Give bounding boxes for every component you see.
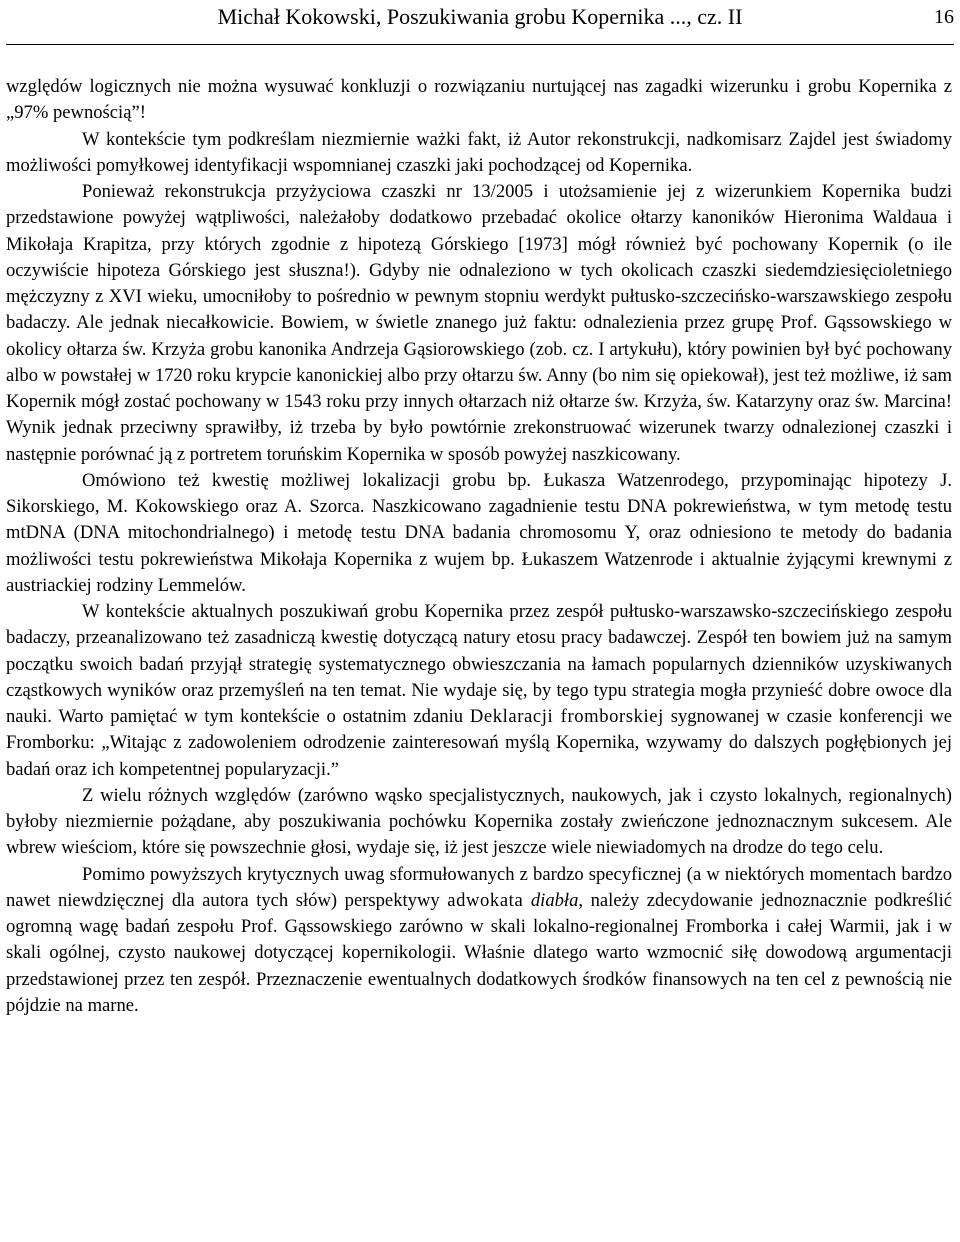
text-run: Omówiono też kwestię możliwej lokalizacji grobu bp. Łukasza Watzenrodego, przypominając hipotezy J. Sikorskiego, M. Kokowskiego oraz A. Szorca. Naszkicowano zagadnienie testu DNA pokrewieństwa, w tym metodę testu mtDNA (DNA mitochondrialnego) i metodę testu DNA badania chromosomu Y, oraz odniesiono te metody do badania możliwości testu pokrewieństwa Mikołaja Kopernika z wujem bp. Łukaszem Watzenrode i aktualnie żyjącymi krewnymi z austriackiej rodziny Lemmelów. <box>6 469 952 596</box>
spaced-text: adwokata <box>447 889 524 911</box>
text-run: W kontekście tym podkreślam niezmiernie ważki fakt, iż Autor rekonstrukcji, nadkomisarz Zajdel jest świadomy możliwości pomyłkowej identyfikacji wspomnianej czaszki jaki pochodzącej od Kopernika. <box>6 128 952 176</box>
body-text <box>6 74 952 1019</box>
text-run: , należy zdecydowanie jednoznacznie podkreślić ogromną wagę badań zespołu Prof. Gąssowskiego zarówno w skali lokalno-regionalnej Fromborka i całej Warmii, jak i w skali ogólnej, czysto naukowej dotyczącej kopernikologii. Właśnie dlatego warto wzmocnić siłę dowodową argumentacji przedstawionej przez ten zespół. Przeznaczenie ewentualnych dodatkowych środków finansowych na ten cel z pewnością nie pójdzie na marne. <box>6 889 952 1016</box>
paragraph <box>6 179 952 468</box>
page-header <box>0 0 960 48</box>
page-number: 16 <box>934 6 954 28</box>
text-run: Pomimo powyższych krytycznych uwag sformułowanych z bardzo specyficznej (a w niektórych momentach bardzo nawet niewdzięcznej dla autora tych słów) perspektywy <box>6 863 952 911</box>
header-divider <box>6 44 954 45</box>
text-run: względów logicznych nie można wysuwać konkluzji o rozwiązaniu nurtującej nas zagadki wizerunku i grobu Kopernika z „97% pewnością”! <box>6 76 952 124</box>
paragraph <box>6 599 952 783</box>
paragraph <box>6 783 952 862</box>
text-run <box>523 890 531 911</box>
text-run: W kontekście aktualnych poszukiwań grobu Kopernika przez zespół pułtusko-warszawsko-szczecińskiego zespołu badaczy, przeanalizowano też zasadniczą kwestię dotyczącą natury etosu pracy badawczej. Zespół ten bowiem już na samym początku swoich badań przyjął strategię systematycznego obwieszczania na łamach popularnych dzienników uzyskiwanych cząstkowych wyników oraz przemyśleń na ten temat. Nie wydaje się, by tego typu strategia mogła przynieść dobre owoce dla nauki. Warto pamiętać w tym kontekście o ostatnim zdaniu <box>6 601 952 727</box>
running-title: Michał Kokowski, Poszukiwania grobu Kopernika ..., cz. II <box>217 4 743 29</box>
emphasized-text: diabła <box>530 889 579 911</box>
spaced-text: Deklaracji fromborskiej <box>469 706 664 727</box>
paragraph <box>6 862 952 1020</box>
paragraph <box>6 74 952 127</box>
paragraph <box>6 468 952 599</box>
text-run: Ponieważ rekonstrukcja przyżyciowa czaszki nr 13/2005 i utożsamienie jej z wizerunkiem Kopernika budzi przedstawione powyżej wątpliwości, należałoby dodatkowo przebadać okolice ołtarzy kanoników Hieronima Waldaua i Mikołaja Krapitza, przy których zgodnie z hipotezą Górskiego [1973] mógł również być pochowany Kopernik (o ile oczywiście hipoteza Górskiego jest słuszna!). Gdyby nie odnaleziono w tych okolicach czaszki siedemdziesięcioletniego mężczyzny z XVI wieku, umocniłoby to pośrednio w pewnym stopniu werdykt pułtusko-szczecińsko-warszawskiego zespołu badaczy. Ale jednak niecałkowicie. Bowiem, w świetle znanego już faktu: odnalezienia przez grupę Prof. Gąssowskiego w okolicy ołtarza św. Krzyża grobu kanonika Andrzeja Gąsiorowskiego (zob. cz. I artykułu), który powinien był być pochowany albo w powstałej w 1720 roku krypcie kanonickiej albo przy ołtarzu św. Anny (bo nim się opiekował), jest też możliwe, iż sam Kopernik mógł zostać pochowany w 1543 roku przy innych ołtarzach niż ołtarze św. Krzyża, św. Katarzyny oraz św. Marcina! Wynik jednak przeciwny sprawiłby, iż trzeba by było powtórnie zrekonstruować wizerunek twarzy odnalezionej czaszki i następnie porównać ją z portretem toruńskim Kopernika w sposób powyżej naszkicowany. <box>6 181 952 465</box>
text-run: Z wielu różnych względów (zarówno wąsko specjalistycznych, naukowych, jak i czysto lokalnych, regionalnych) byłoby niezmiernie pożądane, aby poszukiwania pochówku Kopernika zostały zwieńczone jednoznacznym sukcesem. Ale wbrew wieściom, które się powszechnie głosi, wydaje się, iż jest jeszcze wiele niewiadomych na drodze do tego celu. <box>6 784 952 859</box>
paragraph <box>6 127 952 180</box>
text-run: sygnowanej w czasie konferencji we Fromborku: „Witając z zadowoleniem odrodzenie zainteresowań myślą Kopernika, wzywamy do dalszych pogłębionych jej badań oraz ich kompetentnej popularyzacji.” <box>6 706 952 780</box>
